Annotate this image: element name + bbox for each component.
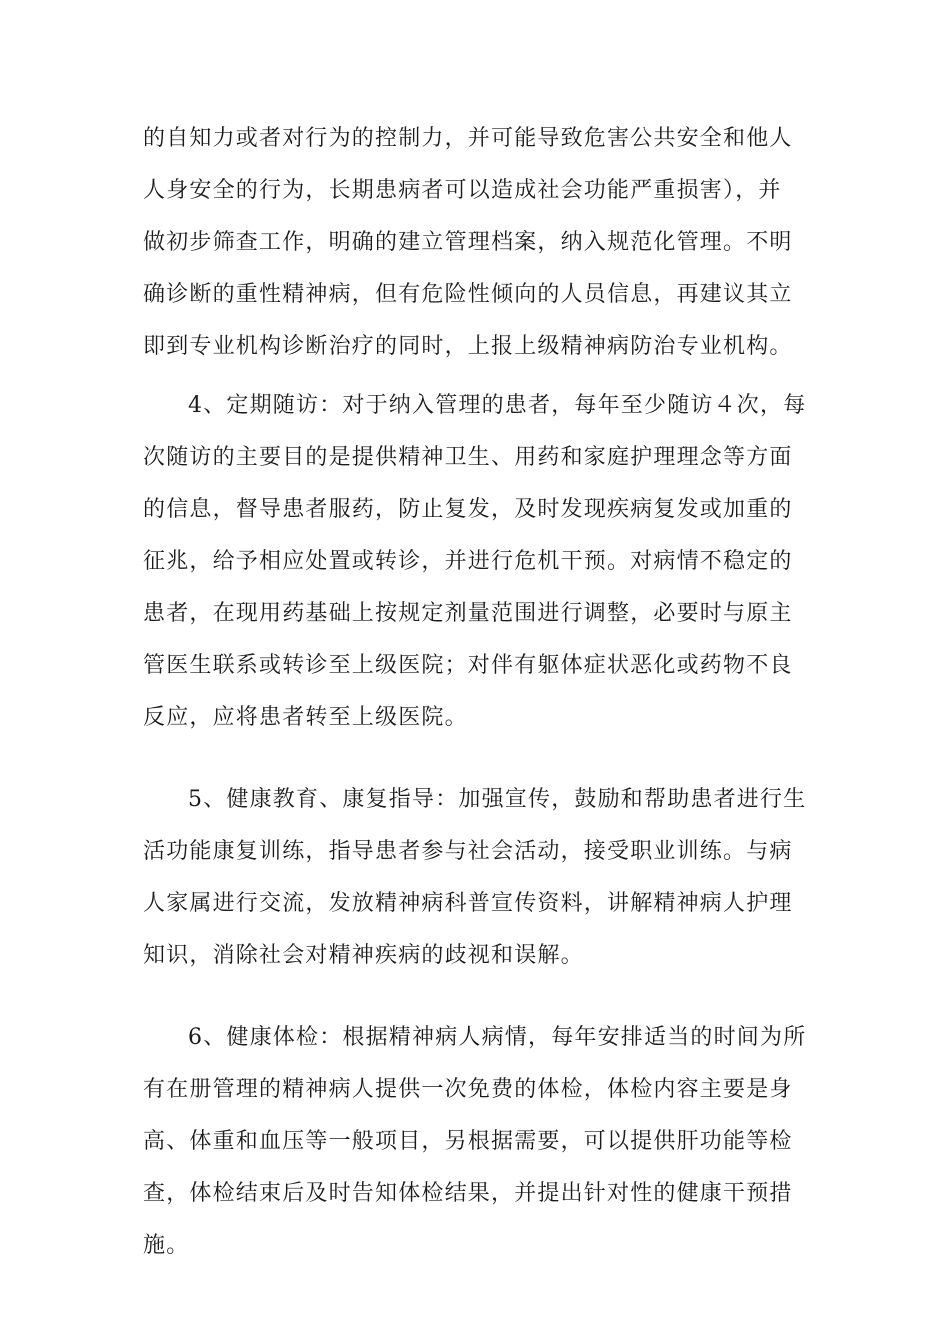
text-line: 的信息，督导患者服药，防止复发，及时发现疾病复发或加重的 <box>143 497 793 522</box>
paragraph-continuation <box>143 113 823 373</box>
text-line: 5、健康教育、康复指导：加强宣传，鼓励和帮助患者进行生 <box>188 787 807 812</box>
text-line: 知识，消除社会对精神疾病的歧视和误解。 <box>143 943 584 968</box>
paragraph-health-education <box>143 774 823 982</box>
text-line: 的自知力或者对行为的控制力，并可能导致危害公共安全和他人 <box>143 126 793 151</box>
paragraph-regular-followup <box>143 380 823 744</box>
text-line: 次随访的主要目的是提供精神卫生、用药和家庭护理理念等方面 <box>143 445 793 470</box>
text-line: 患者，在现用药基础上按规定剂量范围进行调整，必要时与原主 <box>143 601 793 626</box>
text-line: 即到专业机构诊断治疗的同时，上报上级精神病防治专业机构。 <box>143 334 793 359</box>
text-line: 施。 <box>143 1233 190 1258</box>
text-line: 人家属进行交流，发放精神病科普宣传资料，讲解精神病人护理 <box>143 891 793 916</box>
text-line: 活功能康复训练，指导患者参与社会活动，接受职业训练。与病 <box>143 839 793 864</box>
text-line: 人身安全的行为，长期患病者可以造成社会功能严重损害），并 <box>143 178 782 203</box>
text-line: 有在册管理的精神病人提供一次免费的体检，体检内容主要是身 <box>143 1077 793 1102</box>
text-line: 4、定期随访：对于纳入管理的患者，每年至少随访４次，每 <box>188 393 807 418</box>
paragraph-health-checkup <box>143 1012 823 1272</box>
text-line: 查，体检结束后及时告知体检结果，并提出针对性的健康干预措 <box>143 1181 793 1206</box>
text-line: 高、体重和血压等一般项目，另根据需要，可以提供肝功能等检 <box>143 1129 793 1154</box>
text-line: 反应，应将患者转至上级医院。 <box>143 705 468 730</box>
text-line: 6、健康体检：根据精神病人病情，每年安排适当的时间为所 <box>188 1025 807 1050</box>
text-line: 征兆，给予相应处置或转诊，并进行危机干预。对病情不稳定的 <box>143 549 793 574</box>
text-line: 确诊断的重性精神病，但有危险性倾向的人员信息，再建议其立 <box>143 282 793 307</box>
text-line: 做初步筛查工作，明确的建立管理档案，纳入规范化管理。不明 <box>143 230 793 255</box>
text-line: 管医生联系或转诊至上级医院；对伴有躯体症状恶化或药物不良 <box>143 653 793 678</box>
